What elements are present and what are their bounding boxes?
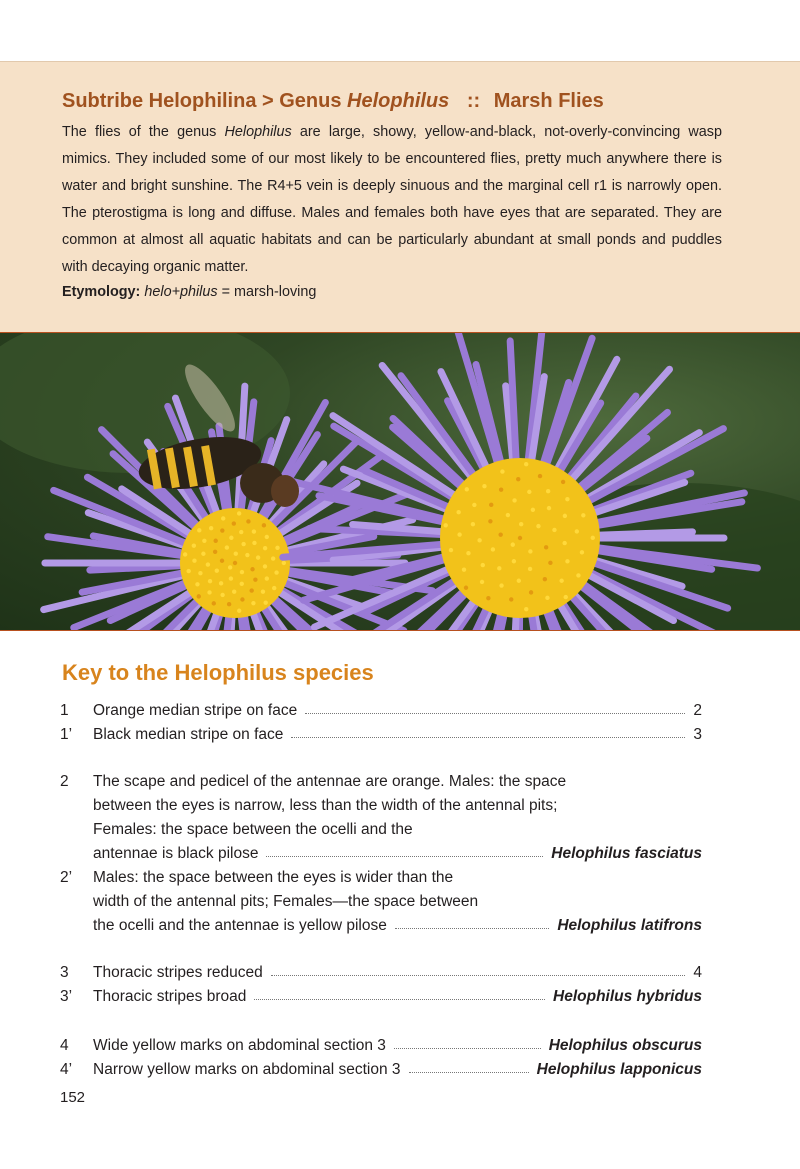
etymology-meaning: = marsh-loving bbox=[221, 284, 317, 300]
key-line: Males: the space between the eyes is wider than the bbox=[93, 869, 454, 886]
couplet-text: Black median stripe on face bbox=[93, 726, 284, 743]
etymology-term: helo+philus bbox=[144, 284, 218, 300]
intro-paragraph bbox=[62, 119, 722, 281]
key-couplet-row bbox=[60, 699, 702, 723]
couplet-text: antennae is black pilose bbox=[93, 845, 259, 862]
species-name: Helophilus hybridus bbox=[553, 988, 702, 1005]
couplet-number: 1’ bbox=[60, 726, 73, 743]
page-number: 152 bbox=[60, 1089, 86, 1106]
dot-leader bbox=[394, 1048, 541, 1049]
couplet-number: 3 bbox=[60, 964, 69, 981]
couplet-number: 1 bbox=[60, 702, 69, 719]
couplet-text: Narrow yellow marks on abdominal section 3 bbox=[93, 1061, 401, 1078]
species-name: Helophilus fasciatus bbox=[551, 845, 702, 862]
couplet-text: Thoracic stripes reduced bbox=[93, 964, 263, 981]
heading-separator: :: bbox=[466, 90, 481, 112]
heading-genus: Helophilus bbox=[347, 90, 450, 112]
couplet-destination: 2 bbox=[693, 702, 702, 719]
section-heading bbox=[62, 90, 604, 113]
couplet-text: Wide yellow marks on abdominal section 3 bbox=[93, 1037, 386, 1054]
species-name: Helophilus lapponicus bbox=[536, 1061, 702, 1078]
species-name: Helophilus latifrons bbox=[557, 917, 702, 934]
intro-text bbox=[62, 119, 722, 281]
couplet-number: 2 bbox=[60, 773, 69, 790]
etymology-label: Etymology: bbox=[62, 284, 141, 300]
dot-leader bbox=[254, 999, 545, 1000]
aster-illustration bbox=[0, 333, 800, 630]
couplet-text: Orange median stripe on face bbox=[93, 702, 298, 719]
couplet-number: 4’ bbox=[60, 1061, 73, 1078]
couplet-text: the ocelli and the antennae is yellow pilose bbox=[93, 917, 387, 934]
key-title: Key to the Helophilus species bbox=[62, 660, 374, 685]
key-couplet-row bbox=[60, 1058, 702, 1082]
dot-leader bbox=[395, 928, 549, 929]
dot-leader bbox=[305, 713, 685, 714]
couplet-number: 4 bbox=[60, 1037, 69, 1054]
couplet-destination: 4 bbox=[693, 964, 702, 981]
intro-part-2: are large, showy, yellow-and-black, not-overly-convincing wasp mimics. They included some of our most likely to be encountered flies, pretty much anywhere there is water and bright sunshine. The R4+5 vein is deeply sinuous and the marginal cell r1 is narrowly open. The pterostigma is long and diffuse. Males and females both have eyes that are separated. They are common at almost all aquatic habitats and can be particularly abundant at small ponds and puddles with decaying organic matter. bbox=[62, 124, 722, 275]
species-name: Helophilus obscurus bbox=[548, 1037, 702, 1054]
key-line: between the eyes is narrow, less than the width of the antennal pits; bbox=[93, 797, 558, 814]
key-couplet-row bbox=[60, 985, 702, 1009]
couplet-number: 2’ bbox=[60, 869, 73, 886]
dot-leader bbox=[291, 737, 685, 738]
key-couplet-row bbox=[60, 961, 702, 985]
key-couplet-row bbox=[60, 1034, 702, 1058]
intro-genus: Helophilus bbox=[224, 124, 292, 140]
couplet-number: 3’ bbox=[60, 988, 73, 1005]
key-couplet-row bbox=[60, 723, 702, 747]
dot-leader bbox=[409, 1072, 529, 1073]
key-line: Females: the space between the ocelli and the bbox=[93, 821, 413, 838]
dot-leader bbox=[266, 856, 543, 857]
couplet-text: Thoracic stripes broad bbox=[93, 988, 247, 1005]
intro-part-1: The flies of the genus bbox=[62, 124, 217, 140]
couplet-destination: 3 bbox=[693, 726, 702, 743]
dot-leader bbox=[271, 975, 685, 976]
key-line: width of the antennal pits; Females—the space between bbox=[93, 893, 479, 910]
etymology bbox=[62, 284, 316, 300]
heading-prefix: Subtribe Helophilina > Genus bbox=[62, 90, 342, 112]
photo-hoverfly-on-aster bbox=[0, 332, 800, 631]
key-line: The scape and pedicel of the antennae are orange. Males: the space bbox=[93, 773, 567, 790]
heading-common-name: Marsh Flies bbox=[493, 90, 604, 112]
